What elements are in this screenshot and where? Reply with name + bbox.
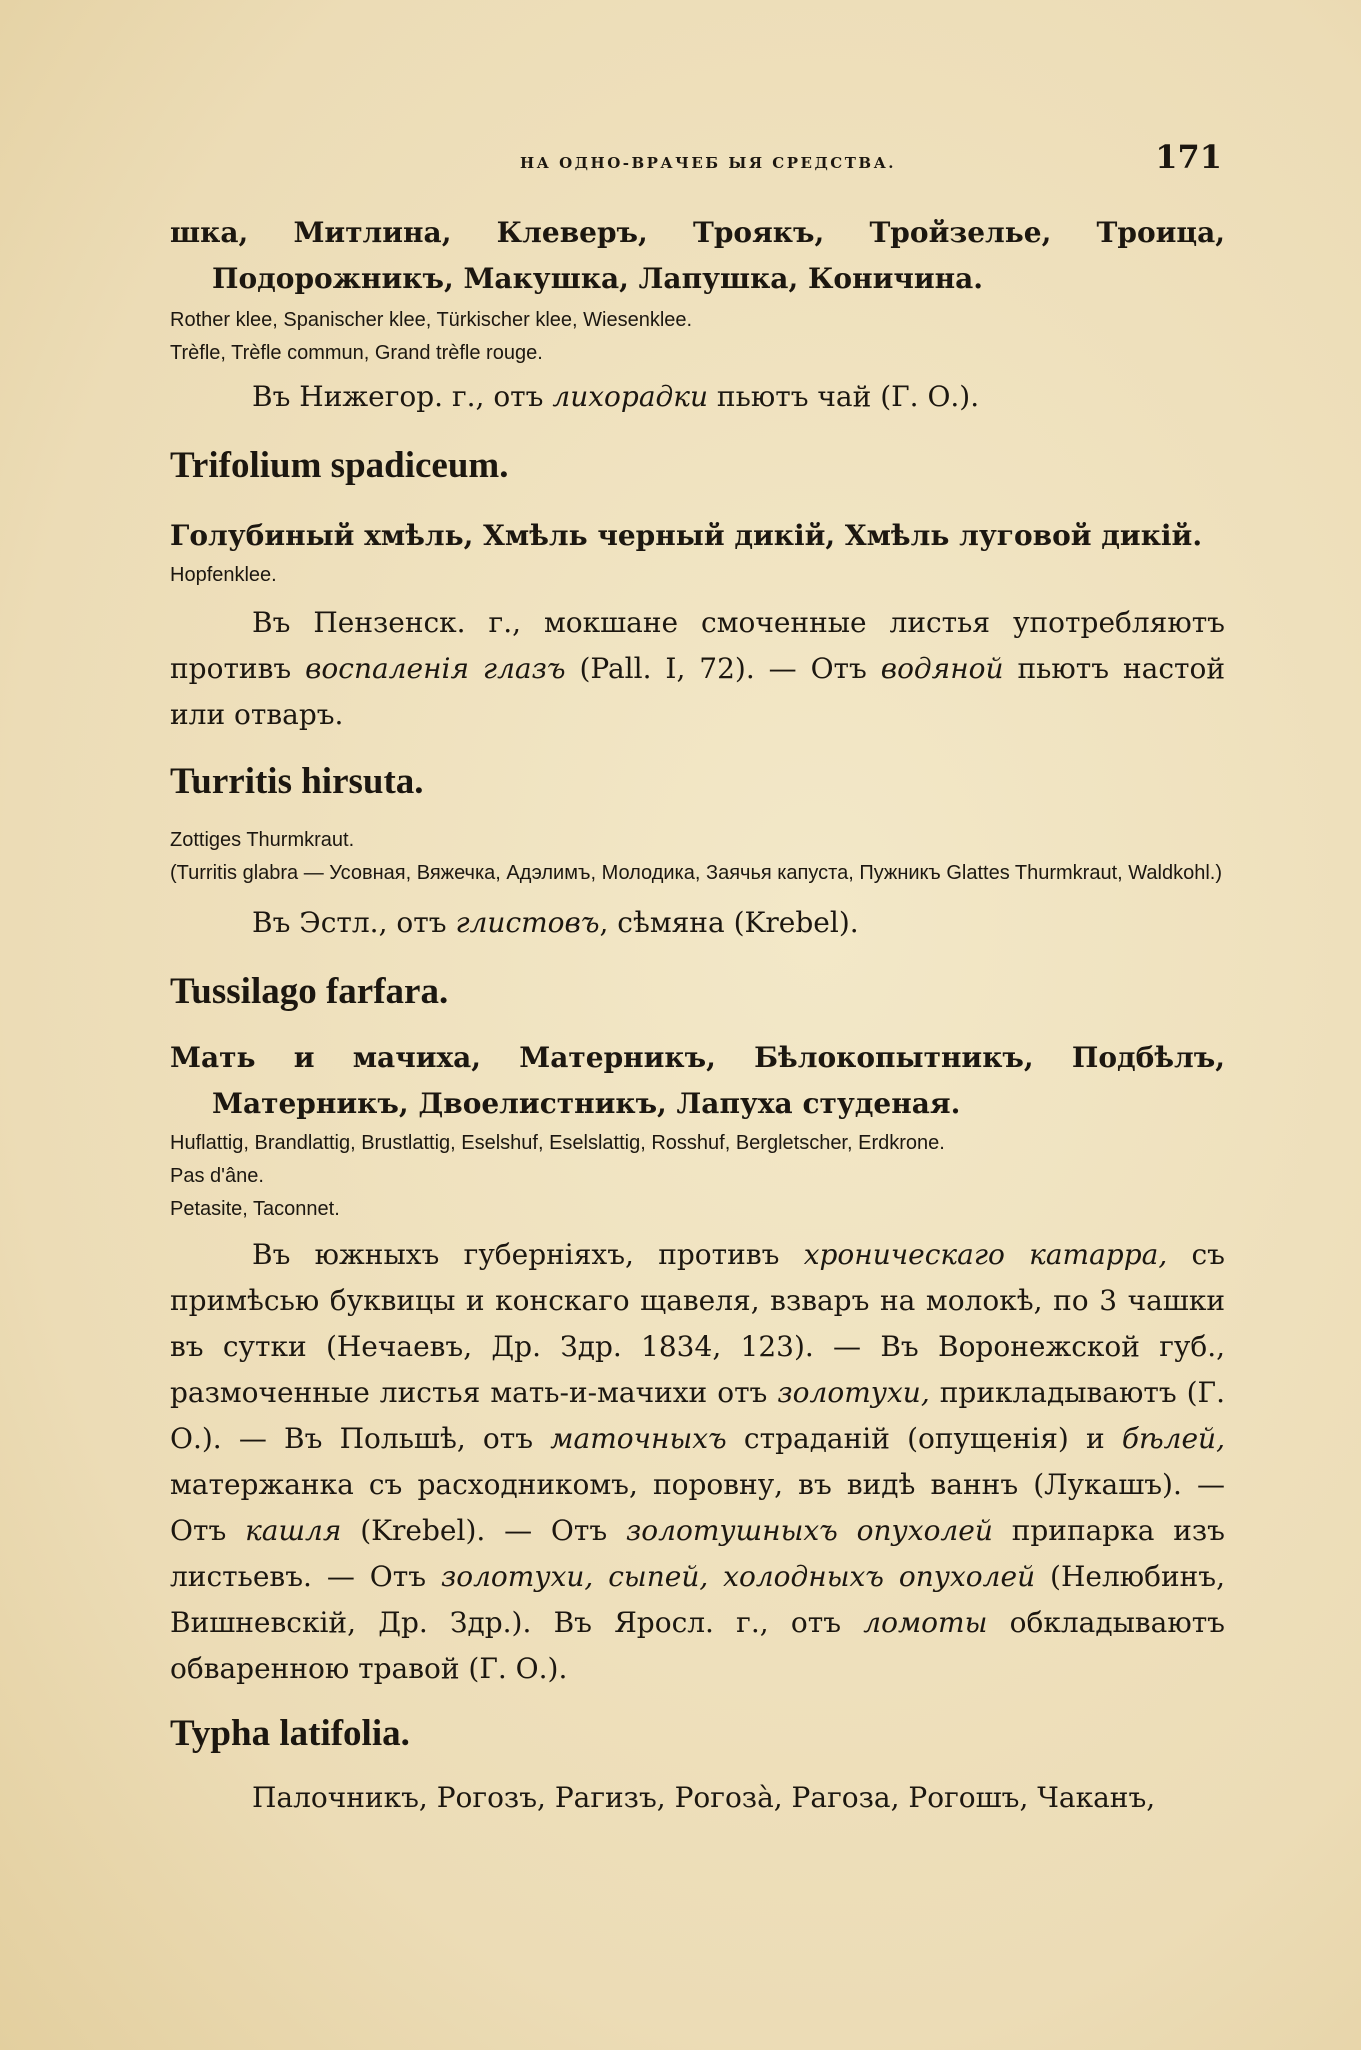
entry-title-trifolium: Trifolium spadiceum. bbox=[170, 445, 509, 486]
entry-title-turritis: Turritis hirsuta. bbox=[170, 760, 424, 802]
running-title: НА ОДНО-ВРАЧЕБ ЫЯ СРЕДСТВА. bbox=[520, 154, 897, 172]
continuation-usage: Въ Нижегор. г., отъ лихорадки пьютъ чай (Г. О.). bbox=[252, 380, 980, 413]
trifolium-common-names: Голубиный хмѣль, Хмѣль черный дикій, Хмѣль луговой дикій. bbox=[170, 518, 1203, 552]
tussilago-french-name-2: Petasite, Taconnet. bbox=[170, 1198, 340, 1221]
page-content bbox=[170, 210, 1225, 1821]
tussilago-common-names: Мать и мачиха, Матерникъ, Бѣлокопытникъ, Подбѣлъ, Матерникъ, Двоелистникъ, Лапуха студеная. bbox=[170, 1041, 1225, 1121]
page-number: 171 bbox=[1155, 138, 1222, 176]
typha-common-names: Палочникъ, Рогозъ, Рагизъ, Рогозà, Рагоза, Рогошъ, Чаканъ, bbox=[252, 1780, 1156, 1814]
entry-title-typha: Typha latifolia. bbox=[170, 1713, 410, 1755]
continuation-common-names: шка, Митлина, Клеверъ, Троякъ, Тройзелье, Троица, Подорожникъ, Макушка, Лапушка, Коничина. bbox=[170, 216, 1225, 295]
page-header bbox=[170, 138, 1240, 198]
turritis-usage: Въ Эстл., отъ глистовъ, сѣмяна (Krebel). bbox=[252, 906, 859, 940]
tussilago-french-name-1: Pas d'âne. bbox=[170, 1165, 264, 1188]
tussilago-german-names: Huflattig, Brandlattig, Brustlattig, Eselshuf, Eselslattig, Rosshuf, Bergletscher, Erdkrone. bbox=[170, 1132, 945, 1155]
turritis-synonym-note: (Turritis glabra — Усовная, Вяжечка, Адэлимъ, Молодика, Заячья капуста, Пужникъ Glattes Thurmkraut, Waldkohl.) bbox=[170, 862, 1222, 885]
entry-title-tussilago: Tussilago farfara. bbox=[170, 971, 449, 1013]
continuation-french-names: Trèfle, Trèfle commun, Grand trèfle rouge. bbox=[170, 342, 543, 364]
trifolium-german-names: Hopfenklee. bbox=[170, 563, 277, 586]
continuation-german-names: Rother klee, Spanischer klee, Türkischer klee, Wiesenklee. bbox=[170, 309, 693, 331]
trifolium-usage: Въ Пензенск. г., мокшане смоченные листья употребляютъ противъ воспаленія глазъ (Pall. I, 72). — Отъ водяной пьютъ настой или отваръ. bbox=[170, 605, 1226, 731]
turritis-german-names: Zottiges Thurmkraut. bbox=[170, 829, 355, 852]
tussilago-usage: Въ южныхъ губерніяхъ, противъ хроническаго катарра, съ примѣсью буквицы и конскаго щавеля, взваръ на молокѣ, по 3 чашки въ сутки (Нечаевъ, Др. Здр. 1834, 123). — Въ Воронежской губ., размоченные листья мать-и-мачихи отъ золотухи, прикладываютъ (Г. О.). — Въ Польшѣ, отъ маточныхъ страданій (опущенія) и бѣлей, матержанка съ расходникомъ, поровну, въ видѣ ваннъ (Лукашъ). — Отъ кашля (Krebel). — Отъ золотушныхъ опухолей припарка изъ листьевъ. — Отъ золотухи, сыпей, холодныхъ опухолей (Нелюбинъ, Вишневскій, Др. Здр.). Въ Яросл. г., отъ ломоты обкладываютъ обваренною травой (Г. О.). bbox=[170, 1238, 1226, 1686]
